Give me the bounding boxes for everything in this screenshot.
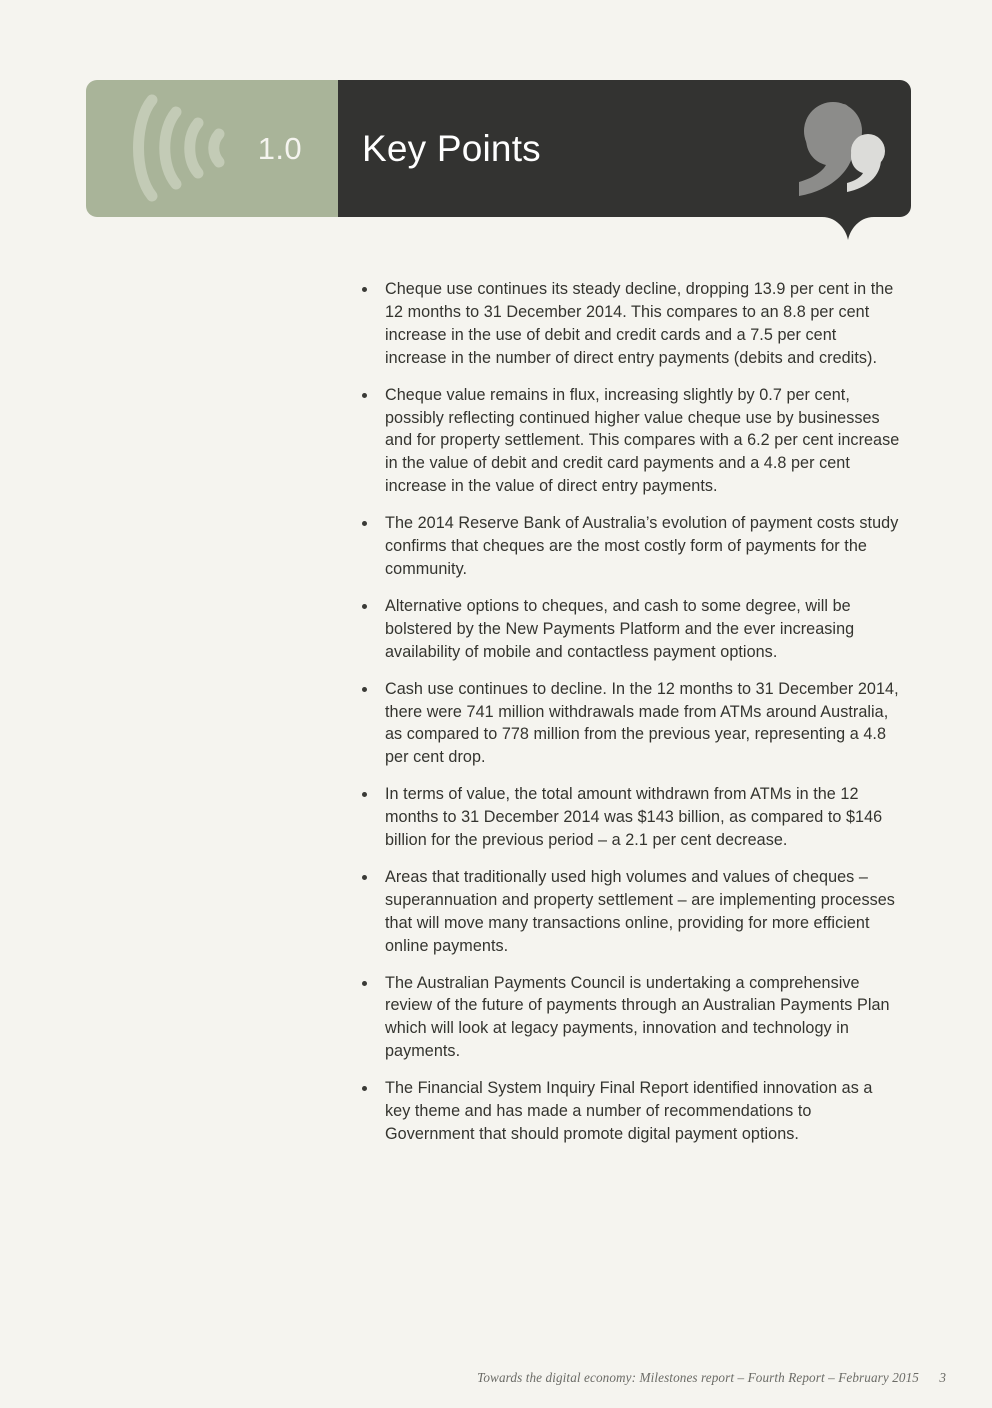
bullet-dot-icon xyxy=(362,604,367,609)
key-points-list xyxy=(362,278,902,1160)
list-item-text: In terms of value, the total amount withdrawn from ATMs in the 12 months to 31 December 2014 was $143 billion, as compared to $146 billion for the previous period – a 2.1 per cent decrease. xyxy=(385,785,883,850)
list-item xyxy=(362,384,902,499)
list-item xyxy=(362,678,902,770)
quotation-mark-icon xyxy=(789,98,893,202)
bullet-dot-icon xyxy=(362,687,367,692)
list-item-text: Cheque value remains in flux, increasing slightly by 0.7 per cent, possibly reflecting continued higher value cheque use by businesses and for property settlement. This compares with a 6.2 per cent increase in the value of debit and credit card payments and a 4.8 per cent increase in the value of direct entry payments. xyxy=(385,385,900,496)
footer-citation: Towards the digital economy: Milestones report – Fourth Report – February 2015 xyxy=(477,1370,919,1385)
list-item xyxy=(362,278,902,370)
bullet-dot-icon xyxy=(362,287,367,292)
bullet-dot-icon xyxy=(362,981,367,986)
list-item-text: Cheque use continues its steady decline, dropping 13.9 per cent in the 12 months to 31 December 2014. This compares to an 8.8 per cent increase in the use of debit and credit cards and a 7.5 per cent increase in the number of direct entry payments (debits and credits). xyxy=(385,280,894,367)
bullet-dot-icon xyxy=(362,792,367,797)
list-item-text: The 2014 Reserve Bank of Australia’s evolution of payment costs study confirms that cheques are the most costly form of payments for the community. xyxy=(385,514,899,578)
speech-bubble-tail-icon xyxy=(822,216,874,240)
list-item-text: The Financial System Inquiry Final Report identified innovation as a key theme and has made a number of recommendations to Government that should promote digital payment options. xyxy=(385,1079,873,1143)
list-item xyxy=(362,783,902,852)
list-item xyxy=(362,972,902,1064)
list-item xyxy=(362,1077,902,1146)
bullet-dot-icon xyxy=(362,875,367,880)
footer-page-number: 3 xyxy=(939,1370,946,1385)
list-item-text: Cash use continues to decline. In the 12 months to 31 December 2014, there were 741 million withdrawals made from ATMs around Australia, as compared to 778 million from the previous year, representing a 4.8 per cent drop. xyxy=(385,679,899,767)
bullet-dot-icon xyxy=(362,1086,367,1091)
list-item xyxy=(362,595,902,664)
page-footer xyxy=(0,1370,992,1394)
bullet-dot-icon xyxy=(362,393,367,398)
list-item-text: The Australian Payments Council is undertaking a comprehensive review of the future of payments through an Australian Payments Plan which will look at legacy payments, innovation and technology in payments. xyxy=(385,973,890,1061)
list-item-text: Areas that traditionally used high volumes and values of cheques – superannuation and property settlement – are implementing processes that will move many transactions online, providing for more efficient online payments. xyxy=(385,867,895,955)
list-item xyxy=(362,512,902,581)
section-number: 1.0 xyxy=(257,130,302,166)
list-item xyxy=(362,866,902,958)
section-header-banner xyxy=(86,80,911,217)
page-title: Key Points xyxy=(362,127,541,169)
bullet-dot-icon xyxy=(362,521,367,526)
list-item-text: Alternative options to cheques, and cash to some degree, will be bolstered by the New Payments Platform and the ever increasing availability of mobile and contactless payment options. xyxy=(385,596,855,661)
